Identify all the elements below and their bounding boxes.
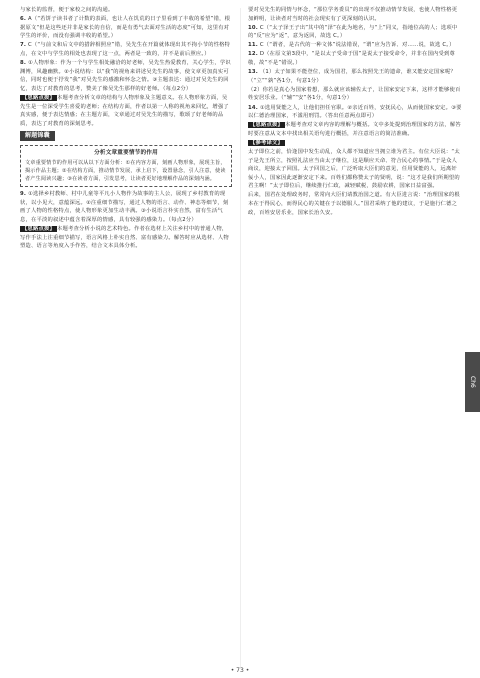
right-column [248,6,462,218]
reference-translation-heading [248,139,462,148]
ref-label: 【参考译文】 [250,139,283,146]
tip-label: 【思路点拨】 [250,122,283,129]
paragraph: 与家长的监督，便于家校之间的沟通。 [20,7,114,13]
question-number: 6. [20,16,27,23]
answer-8 [20,59,232,93]
answer-7 [20,41,232,58]
answer-12 [248,50,462,67]
question-number: 11. [248,42,258,49]
thinking-tip [20,94,232,128]
answer-text: ①选用贤能之人，让他们担任官职。②亲近百姓，安抚民心，从而使国家安定。③要以仁德治理国家，不滥用刑罚。（答出任意两点即可） [248,104,462,120]
answer-text: D（在原文第3段中，“是以太子受命于国”是说太子接受命令，并非在国内受到尊敬，故“不是”错误。） [248,51,456,67]
tip-label: 【思路点拨】 [22,94,55,101]
thinking-tip [20,225,232,251]
page-number: • 73 • [230,667,250,674]
thinking-tip [248,121,462,138]
tip-text: 本题考查分析小说的艺术特色。作者在选材上关注乡村中的普通人物，写作手法上注重细节描写，语言风格上朴实自然、富有感染力。解答时应从选材、人物塑造、语言等角度入手作答，结合文本具体分析。 [20,226,229,250]
answer-text: （1）太子如果不能登位，成为国君，那么按照先王的遗命，谁又能安定国家呢？（“立”“孰”各1分，句意1分） [248,69,456,84]
box-body: 文章重要情节的作用可以从以下方面分析：①在内容方面，刻画人物形象，展现主旨，揭示作品主题；②在结构方面，推动情节发展，承上启下，设置悬念，引人注意，使读者产生阅读兴趣；③在读者方面，引发思考，让读者更好地理解作品的深刻内涵。 [25,159,226,183]
answer-text: C（“谓者，是古代的一种文体”说法错误，“谓”应为告诉、对……说，故选 C。） [259,42,455,49]
question-number: 12. [248,51,258,58]
answer-14 [248,104,462,121]
answer-text: C（“与前文和后文中的措辞相照应”错，吴先生在开篇就体现出其不拘小节的性格特点，在文中与学生的相处也表现了这一点，两者是一致的，并不是前后照应。） [20,42,231,57]
translation-paragraph: 太子即位之前，恰逢国中发生动乱，众人都不知道应当拥立谁为君主。有位大臣说：“太子是先王所立，按照礼法应当由太子继位，这是顺应天命、符合民心的事情。”于是众人商议，迎接太子回国。太子回国之后，广泛听取大臣们的意见，任用贤能的人，远离奸佞小人，国家因此逐渐安定下来。百姓们都称赞太子的贤明，说：“这才是我们所期望的君主啊！”太子即位后，继续推行仁政，减轻赋税，鼓励农耕，国家日益富强。 [248,149,460,190]
answer-text: C（“太子泽王子出”其中的“泽”在此为地名，与“上”同义，指地位高的人；选项中的“反”应为“返”，意为返回，故选 C。） [248,24,458,40]
answer-9 [20,190,232,224]
paragraph: 要对吴先生的同情与怀念，“那位学务委员”的出现不仅推动情节发展，也使人物性格更加鲜明，让读者对当时的社会现实有了更深刻的认识。 [248,7,458,22]
tip-box [20,145,232,187]
question-number: 10. [248,24,258,31]
question-number: 13. [248,69,258,76]
answer-13b: （2）你若是真心为国家着想，那么就应该辅佐太子，让国家安定下来，这样才能够使百姓安居乐业。（“辅”“安”各1分，句意1分） [248,86,461,102]
answer-text: ①选择乡村教师、村中儿童等平凡小人物作为故事的主人公，展现了乡村教育的现状，以小见大，意蕴深远。②注重细节描写，通过人物的语言、动作、神态等细节，刻画了人物的性格特点，使人物形象更加生动丰满。③小说语言朴实自然，富有生活气息，在平淡的叙述中蕴含着深厚的情感，具有较强的感染力。（每点2分） [20,191,229,223]
chapter-side-tab: Ch6 [465,352,480,412]
answer-13 [248,68,462,85]
answer-6 [20,15,232,41]
tip-label: 【思路点拨】 [22,226,55,233]
column-divider [240,8,241,668]
section-tab: 解题锦囊 [20,131,55,142]
question-number: 8. [20,60,27,67]
answer-text: A（“若饼子读书者了计数的表面，也让人在饥荒的日子里看到了丰收的希望”错，根据原文“但是这些还并非是家长的自信，而是有勇气去面对生活的态度”可知，这里有对学生的评价，而没有强调丰收的希望。） [20,16,231,40]
answer-10 [248,24,462,41]
translation-paragraph: 后来，国君在处理政务时，常常向大臣们请教治国之道。有大臣进言说：“治理国家的根本在于得民心，而得民心的关键在于以德服人。”国君采纳了他的建议，于是施行仁德之政，百姓安居乐业，国家长治久安。 [248,192,460,216]
tip-text: 本题考查分析文章的结构与人物形象及主题意义。在人物形象方面，吴先生是一位深受学生喜爱的老师；在结构方面，作者以第一人称的视角来回忆，增强了真实感，便于表达情感；在主题方面，文章通过对吴先生的描写，歌颂了好老师的品质，表达了对教育的深刻思考。 [20,94,229,127]
tip-text: 本题考查对文章内容的理解与概括。文中多处提到治理国家的方法，解答时要注意从文本中找出相关语句进行概括，并注意语言的简洁准确。 [248,122,461,137]
question-number: 9. [20,191,27,198]
answer-11 [248,41,462,50]
answer-text: ①人物形象：作为一个与学生相处融洽的好老师，吴先生热爱教育，关心学生，学识渊博，风趣幽默。②小说结构：以“我”的视角来讲述吴先生的故事，使文章更加真实可信，同时也便于抒发“我”对吴先生的感激和怀念之情。③主题表达：通过对吴先生的回忆，表达了对教育的思考，赞美了像吴先生那样的好老师。（每点2分） [20,60,231,92]
question-number: 14. [248,104,258,111]
question-number: 7. [20,42,27,49]
box-title: 分析文章重要情节的作用 [94,150,158,157]
left-column [20,6,232,251]
